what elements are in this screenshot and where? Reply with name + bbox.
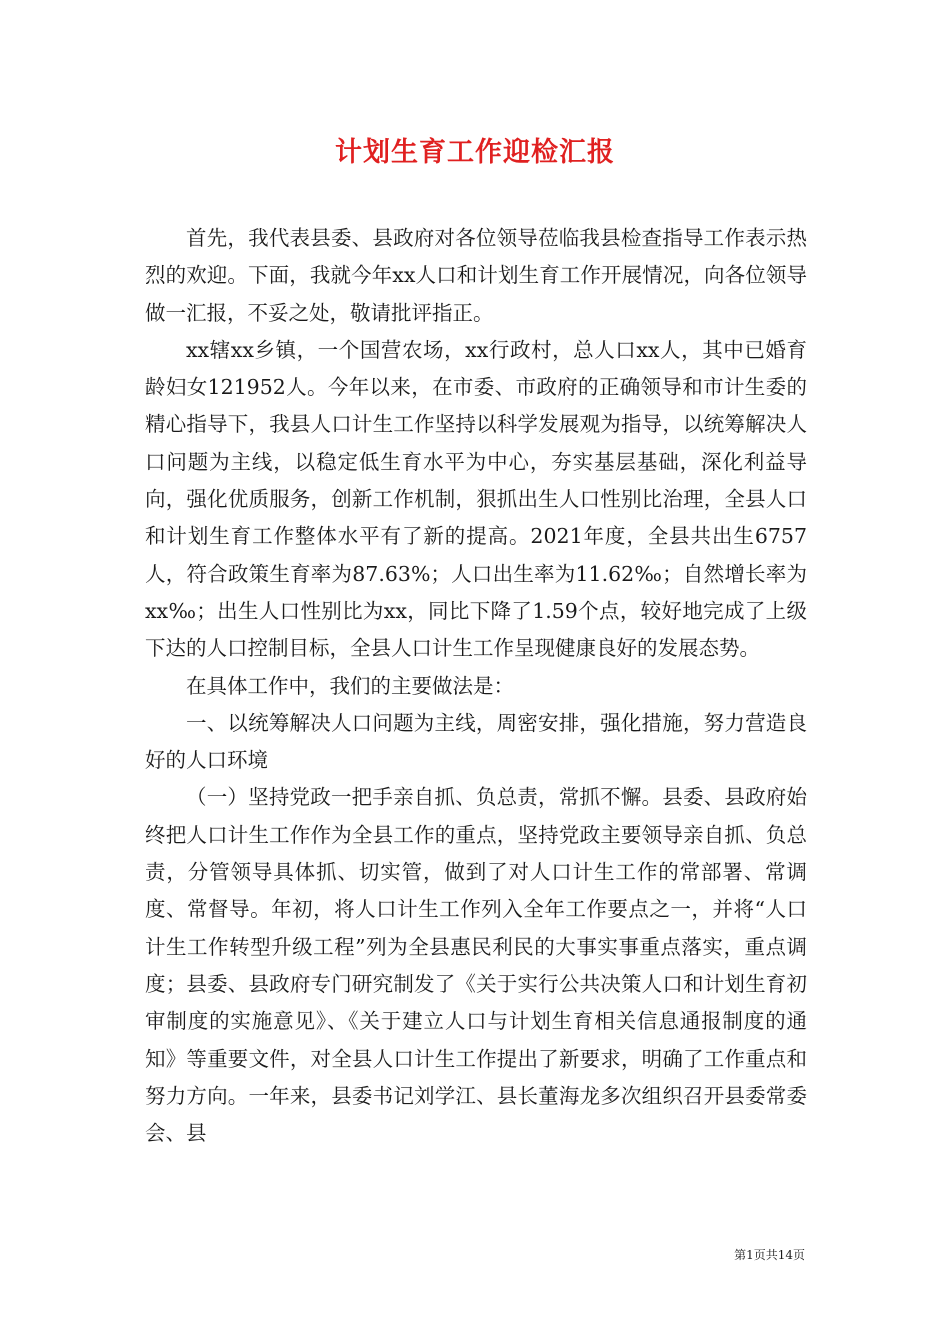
paragraph-overview: xx辖xx乡镇，一个国营农场，xx行政村，总人口xx人，其中已婚育龄妇女121952人。今年以来，在市委、市政府的正确领导和市计生委的精心指导下，我县人口计生工作坚持以科学发展观为指导，以统筹解决人口问题为主线，以稳定低生育水平为中心，夯实基层基础，深化利益导向，强化优质服务，创新工作机制，狠抓出生人口性别比治理，全县人口和计划生育工作整体水平有了新的提高。2021年度，全县共出生6757人，符合政策生育率为87.63%；人口出生率为11.62‰；自然增长率为xx‰；出生人口性别比为xx，同比下降了1.59个点，较好地完成了上级下达的人口控制目标，全县人口计生工作呈现健康良好的发展态势。 bbox=[145, 337, 807, 661]
section-heading-1: 一、以统筹解决人口问题为主线，周密安排，强化措施，努力营造良好的人口环境 bbox=[145, 710, 807, 773]
paragraph-methods-intro: 在具体工作中，我们的主要做法是： bbox=[186, 673, 514, 698]
paragraph-welcome: 首先，我代表县委、县政府对各位领导莅临我县检查指导工作表示热烈的欢迎。下面，我就今年xx人口和计划生育工作开展情况，向各位领导做一汇报，不妥之处，敬请批评指正。 bbox=[145, 226, 807, 325]
page-number-footer: 第1页共14页 bbox=[734, 1248, 805, 1262]
document-title: 计划生育工作迎检汇报 bbox=[335, 137, 615, 168]
document-body bbox=[145, 220, 807, 1152]
paragraph-subsection-1: （一）坚持党政一把手亲自抓、负总责，常抓不懈。县委、县政府始终把人口计生工作作为全县工作的重点，坚持党政主要领导亲自抓、负总责，分管领导具体抓、切实管，做到了对人口计生工作的常部署、常调度、常督导。年初，将人口计生工作列入全年工作要点之一，并将“人口计生工作转型升级工程”列为全县惠民利民的大事实事重点落实，重点调度；县委、县政府专门研究制发了《关于实行公共决策人口和计划生育初审制度的实施意见》、《关于建立人口与计划生育相关信息通报制度的通知》等重要文件，对全县人口计生工作提出了新要求，明确了工作重点和努力方向。一年来，县委书记刘学江、县长董海龙多次组织召开县委常委会、县 bbox=[145, 785, 807, 1146]
